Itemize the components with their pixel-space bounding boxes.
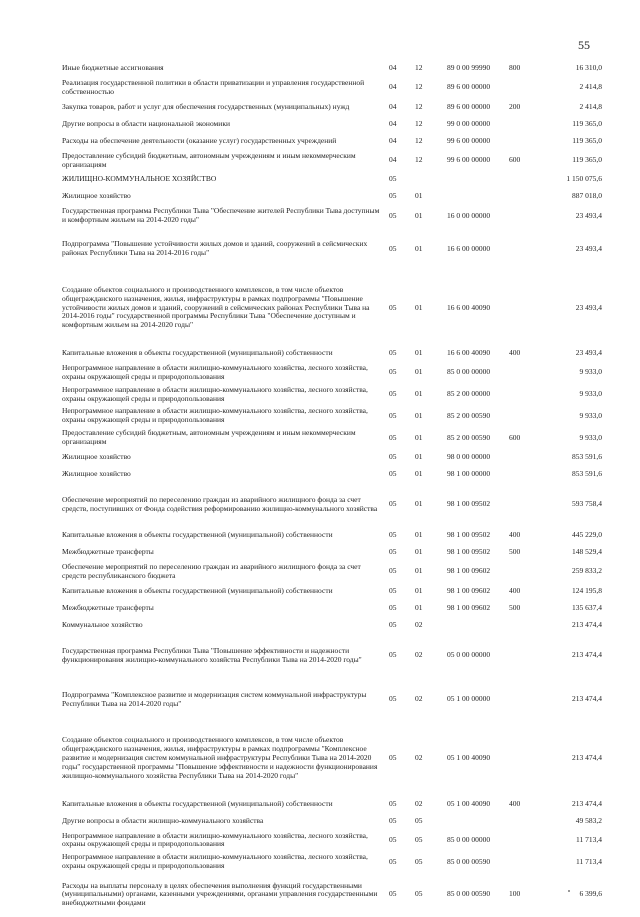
budget-table [62,60,602,917]
table-row [62,116,602,133]
row-subsection-code: 01 [415,566,423,576]
row-subsection-code: 01 [415,243,423,253]
row-section-code: 05 [389,243,397,253]
row-target-code: 89 6 00 00000 [447,101,491,111]
table-row [62,830,602,852]
row-subsection-code: 12 [415,135,423,145]
table-row [62,405,602,427]
table-row [62,634,602,678]
row-amount: 445 229,0 [572,529,602,539]
row-section-code: 05 [389,602,397,612]
row-target-code: 05 1 00 00000 [447,694,491,704]
row-amount: 853 591,6 [572,468,602,478]
row-description: Закупка товаров, работ и услуг для обеспечения государственных (муниципальных) нужд [62,101,350,111]
row-section-code: 05 [389,529,397,539]
row-section-code: 05 [389,815,397,825]
row-description: Капитальные вложения в объекты государственной (муниципальной) собственности [62,585,333,595]
row-target-code: 16 6 00 40090 [447,348,491,358]
row-target-code: 85 2 00 00000 [447,389,491,399]
row-target-code: 85 0 00 00000 [447,834,491,844]
table-row [62,796,602,813]
row-section-code: 05 [389,210,397,220]
row-section-code: 05 [389,566,397,576]
table-row [62,362,602,384]
row-description: Жилищное хозяйство [62,191,131,201]
row-description: Непрограммное направление в области жилищно-коммунального хозяйства, лесного хозяйства, охраны окружающей среды и природопользования [62,830,368,849]
row-description: ЖИЛИЩНО-КОММУНАЛЬНОЕ ХОЗЯЙСТВО [62,174,217,184]
row-amount: 119 365,0 [572,135,602,145]
row-amount: 9 933,0 [579,367,602,377]
row-target-code: 89 0 00 99990 [447,63,491,73]
row-expense-type: 400 [509,348,521,358]
row-section-code: 04 [389,135,397,145]
row-target-code: 99 0 00 00000 [447,118,491,128]
table-row [62,133,602,150]
row-expense-type: 400 [509,529,521,539]
row-section-code: 05 [389,753,397,763]
row-target-code: 05 1 00 40090 [447,798,491,808]
row-section-code: 04 [389,118,397,128]
row-expense-type: 500 [509,602,521,612]
row-amount: 119 365,0 [572,155,602,165]
row-subsection-code: 01 [415,191,423,201]
table-row [62,449,602,466]
table-row [62,77,602,99]
row-description: Жилищное хозяйство [62,451,131,461]
row-subsection-code: 01 [415,389,423,399]
row-section-code: 04 [389,63,397,73]
row-target-code: 16 6 00 00000 [447,243,491,253]
table-row [62,813,602,830]
row-description: Другие вопросы в области жилищно-коммунального хозяйства [62,815,264,825]
row-subsection-code: 02 [415,650,423,660]
table-row [62,722,602,796]
row-amount: 148 529,4 [572,546,602,556]
row-subsection-code: 01 [415,348,423,358]
row-target-code: 16 6 00 40090 [447,302,491,312]
row-subsection-code: 02 [415,694,423,704]
row-amount: 9 933,0 [579,389,602,399]
row-description: Обеспечение мероприятий по переселению граждан из аварийного жилищного фонда за счет средств республиканского бюджета [62,561,361,580]
row-subsection-code: 01 [415,602,423,612]
row-amount: 213 474,4 [572,753,602,763]
row-target-code: 85 2 00 00590 [447,432,491,442]
row-description: Подпрограмма "Комплексное развитие и модернизация систем коммунальной инфраструктуры Республики Тыва на 2014-2020 годы" [62,689,367,708]
table-row [62,544,602,561]
row-subsection-code: 05 [415,889,423,899]
table-row [62,171,602,188]
row-section-code: 05 [389,348,397,358]
row-subsection-code: 02 [415,619,423,629]
row-section-code: 04 [389,101,397,111]
row-subsection-code: 01 [415,585,423,595]
row-target-code: 05 0 00 00000 [447,650,491,660]
row-description: Расходы на обеспечение деятельности (оказание услуг) государственных учреждений [62,135,337,145]
table-row [62,271,602,345]
row-target-code: 05 1 00 40090 [447,753,491,763]
row-section-code: 05 [389,585,397,595]
row-amount: 11 713,4 [576,834,602,844]
row-description: Непрограммное направление в области жилищно-коммунального хозяйства, лесного хозяйства, охраны окружающей среды и природопользования [62,852,368,871]
row-subsection-code: 12 [415,63,423,73]
row-amount: 11 713,4 [576,856,602,866]
row-subsection-code: 01 [415,432,423,442]
row-amount: 23 493,4 [575,243,602,253]
row-section-code: 05 [389,499,397,509]
row-subsection-code: 05 [415,834,423,844]
row-amount: 213 474,4 [572,694,602,704]
row-section-code: 05 [389,834,397,844]
row-description: Расходы на выплаты персоналу в целях обеспечения выполнения функций государственными (муниципальными) органами, казенными учреждениями, органами управления государственными внебюджетными фондами [62,880,378,908]
table-row [62,205,602,227]
row-target-code: 99 6 00 00000 [447,135,491,145]
row-target-code: 85 0 00 00590 [447,856,491,866]
page-number: 55 [578,38,590,52]
row-section-code: 04 [389,155,397,165]
row-subsection-code: 01 [415,468,423,478]
row-subsection-code: 12 [415,101,423,111]
row-subsection-code: 01 [415,410,423,420]
row-expense-type: 400 [509,798,521,808]
row-section-code: 04 [389,82,397,92]
row-description: Капитальные вложения в объекты государственной (муниципальной) собственности [62,798,333,808]
row-subsection-code: 02 [415,798,423,808]
row-expense-type: 600 [509,155,521,165]
row-description: Предоставление субсидий бюджетным, автономным учреждениям и иным некоммерческим организациям [62,150,356,169]
row-section-code: 05 [389,889,397,899]
row-description: Обеспечение мероприятий по переселению граждан из аварийного жилищного фонда за счет средств, поступивших от Фонда содействия реформированию жилищно-коммунального хозяйства [62,494,378,513]
row-description: Создание объектов социального и производственного комплексов, в том числе объектов общегражданского назначения, жилья, инфраструктуры в рамках подпрограммы "Повышение устойчивости жилых домов и зданий, сооружений в сейсмических районах Республики Тыва на 2014-2016 годы" государственной программы Республики Тыва "Обеспечение доступным и комфортным жильем на 2014-2020 годы" [62,284,370,330]
row-target-code: 98 1 00 09602 [447,602,491,612]
row-amount: 49 583,2 [575,815,602,825]
row-subsection-code: 05 [415,815,423,825]
table-row [62,150,602,172]
row-description: Межбюджетные трансферты [62,602,154,612]
row-target-code: 99 6 00 00000 [447,155,491,165]
row-expense-type: 200 [509,101,521,111]
table-row [62,483,602,527]
row-section-code: 05 [389,389,397,399]
row-description: Создание объектов социального и производственного комплексов, в том числе объектов общегражданского назначения, жилья, инфраструктуры в рамках подпрограммы "Комплексное развитие и модернизация систем коммунальной инфраструктуры Республики Тыва на 2014-2020 годы" государственной программы "Повышение эффективности и надежности функционирования жилищно-коммунального хозяйства Республики Тыва на 2014-2020 годы" [62,735,378,780]
row-subsection-code: 01 [415,499,423,509]
row-amount: 23 493,4 [575,348,602,358]
row-description: Государственная программа Республики Тыва "Повышение эффективности и надежности функционирования жилищно-коммунального хозяйства Республики Тыва на 2014-2020 годы" [62,645,362,664]
row-description: Капитальные вложения в объекты государственной (муниципальной) собственности [62,348,333,358]
row-description: Подпрограмма "Повышение устойчивости жилых домов и зданий, сооружений в сейсмических районах Республики Тыва на 2014-2016 годы" [62,239,368,258]
row-subsection-code: 12 [415,118,423,128]
row-amount: 887 018,0 [572,191,602,201]
row-subsection-code: 01 [415,302,423,312]
row-description: Другие вопросы в области национальной экономики [62,118,230,128]
row-description: Коммунальное хозяйство [62,619,143,629]
row-section-code: 05 [389,468,397,478]
table-row [62,345,602,362]
row-section-code: 05 [389,650,397,660]
row-description: Капитальные вложения в объекты государственной (муниципальной) собственности [62,529,333,539]
row-target-code: 85 2 00 00590 [447,410,491,420]
row-subsection-code: 01 [415,451,423,461]
row-description: Иные бюджетные ассигнования [62,63,164,73]
table-row [62,851,602,873]
row-subsection-code: 01 [415,546,423,556]
row-subsection-code: 02 [415,753,423,763]
row-amount: 23 493,4 [575,210,602,220]
row-target-code: 85 0 00 00590 [447,889,491,899]
row-subsection-code: 12 [415,155,423,165]
scan-speck [568,890,570,892]
row-target-code: 98 1 00 09602 [447,585,491,595]
row-target-code: 98 1 00 09502 [447,546,491,556]
row-amount: 259 833,2 [572,566,602,576]
row-amount: 9 933,0 [579,410,602,420]
row-section-code: 05 [389,174,397,184]
row-amount: 23 493,4 [575,302,602,312]
row-amount: 6 399,6 [579,889,602,899]
table-row [62,678,602,722]
row-description: Непрограммное направление в области жилищно-коммунального хозяйства, лесного хозяйства, охраны окружающей среды и природопользования [62,384,368,403]
row-subsection-code: 05 [415,856,423,866]
row-section-code: 05 [389,856,397,866]
row-subsection-code: 01 [415,210,423,220]
row-description: Непрограммное направление в области жилищно-коммунального хозяйства, лесного хозяйства, охраны окружающей среды и природопользования [62,363,368,381]
row-expense-type: 100 [509,889,521,899]
row-amount: 2 414,8 [579,82,602,92]
row-amount: 124 195,8 [572,585,602,595]
row-expense-type: 400 [509,585,521,595]
table-row [62,527,602,544]
row-section-code: 05 [389,451,397,461]
table-row [62,227,602,271]
table-row [62,188,602,205]
row-target-code: 89 6 00 00000 [447,82,491,92]
table-row [62,583,602,600]
row-expense-type: 500 [509,546,521,556]
table-row [62,617,602,634]
table-row [62,60,602,77]
row-section-code: 05 [389,191,397,201]
row-subsection-code: 01 [415,529,423,539]
row-amount: 593 758,4 [572,499,602,509]
table-row [62,600,602,617]
row-description: Реализация государственной политики в области приватизации и управления государственной собственностью [62,78,365,96]
row-target-code: 16 0 00 00000 [447,210,491,220]
row-subsection-code: 12 [415,82,423,92]
table-row [62,99,602,116]
row-section-code: 05 [389,546,397,556]
row-amount: 853 591,6 [572,451,602,461]
row-amount: 1 150 075,6 [566,174,602,184]
table-row [62,873,602,917]
row-section-code: 05 [389,619,397,629]
row-description: Предоставление субсидий бюджетным, автономным учреждениям и иным некоммерческим организациям [62,428,356,446]
row-target-code: 98 1 00 09602 [447,566,491,576]
table-row [62,427,602,449]
row-section-code: 05 [389,367,397,377]
row-target-code: 98 1 00 09502 [447,529,491,539]
row-expense-type: 600 [509,432,521,442]
row-amount: 9 933,0 [579,432,602,442]
row-section-code: 05 [389,694,397,704]
table-row [62,561,602,583]
row-amount: 119 365,0 [572,118,602,128]
row-amount: 213 474,4 [572,619,602,629]
row-expense-type: 800 [509,63,521,73]
row-amount: 2 414,8 [579,101,602,111]
row-amount: 16 310,0 [575,63,602,73]
row-section-code: 05 [389,410,397,420]
row-target-code: 85 0 00 00000 [447,367,491,377]
row-target-code: 98 1 00 09502 [447,499,491,509]
table-row [62,466,602,483]
row-target-code: 98 1 00 00000 [447,468,491,478]
row-section-code: 05 [389,432,397,442]
row-amount: 213 474,4 [572,798,602,808]
row-description: Непрограммное направление в области жилищно-коммунального хозяйства, лесного хозяйства, охраны окружающей среды и природопользования [62,406,368,425]
row-description: Межбюджетные трансферты [62,546,154,556]
row-amount: 135 637,4 [572,602,602,612]
row-subsection-code: 01 [415,367,423,377]
row-description: Жилищное хозяйство [62,468,131,478]
table-row [62,384,602,406]
row-amount: 213 474,4 [572,650,602,660]
row-section-code: 05 [389,798,397,808]
row-description: Государственная программа Республики Тыва "Обеспечение жителей Республики Тыва доступным и комфортным жильем на 2014-2020 годы" [62,206,380,225]
row-section-code: 05 [389,302,397,312]
row-target-code: 98 0 00 00000 [447,451,491,461]
